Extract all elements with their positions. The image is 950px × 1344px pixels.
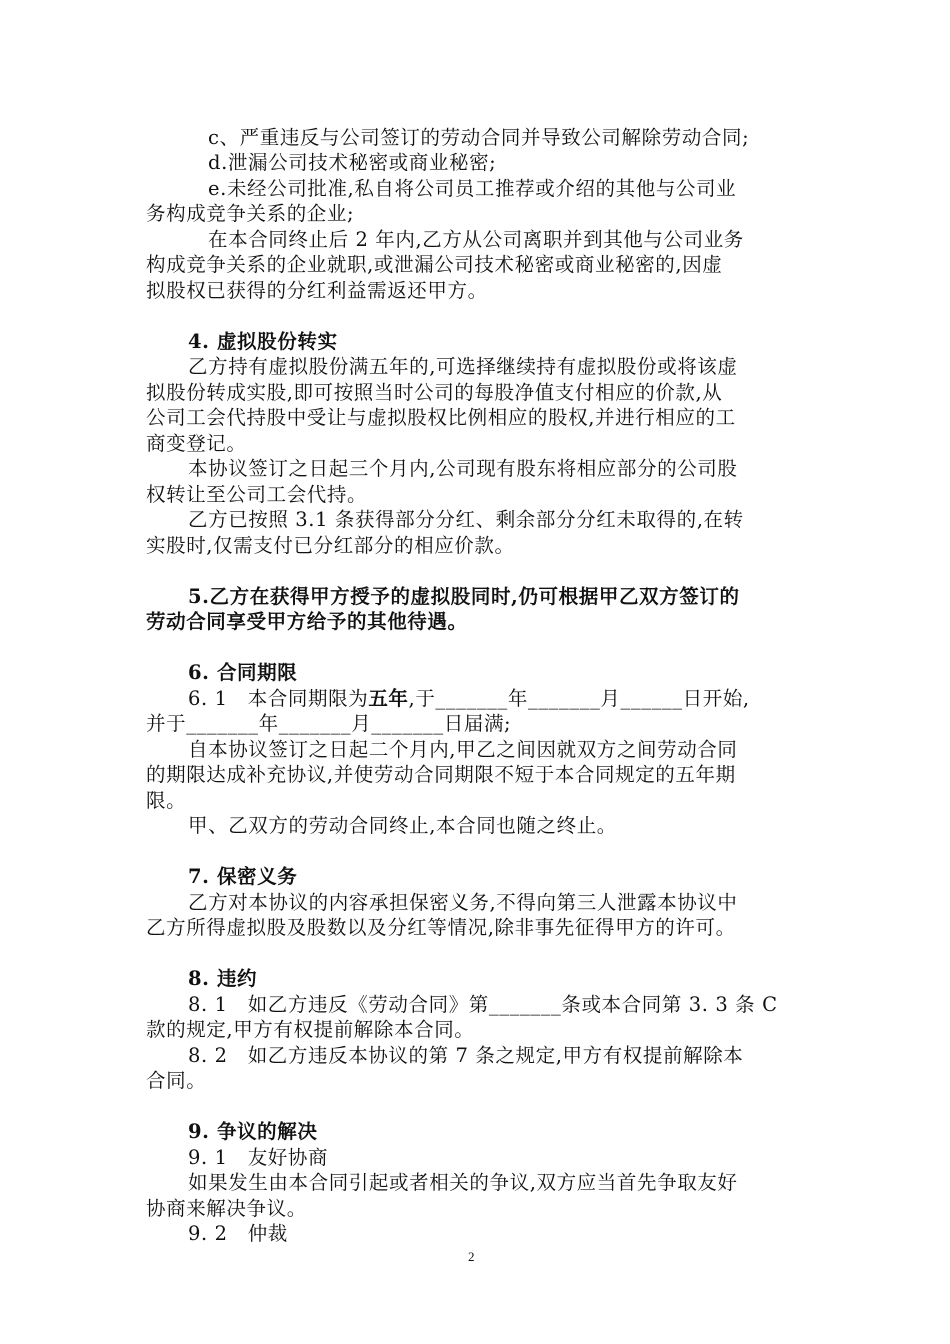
clause-6-1-line bbox=[188, 687, 848, 711]
section-5-line: 5.乙方在获得甲方授予的虚拟股同时,仍可根据甲乙双方签订的 bbox=[188, 585, 740, 608]
clause-d-line: d.泄漏公司技术秘密或商业秘密; bbox=[208, 151, 497, 174]
paragraph-line: 构成竞争关系的企业就职,或泄漏公司技术秘密或商业秘密的,因虚 bbox=[146, 253, 723, 276]
paragraph-line: 的期限达成补充协议,并使劳动合同期限不短于本合同规定的五年期 bbox=[146, 763, 736, 786]
term-duration: 五年 bbox=[368, 687, 409, 710]
paragraph-line: 款的规定,甲方有权提前解除本合同。 bbox=[146, 1018, 475, 1041]
paragraph-line: 如果发生由本合同引起或者相关的争议,双方应当首先争取友好 bbox=[188, 1171, 738, 1194]
paragraph-line: 限。 bbox=[146, 789, 187, 812]
paragraph-line: 权转让至公司工会代持。 bbox=[146, 483, 368, 506]
page-number: 2 bbox=[468, 1249, 475, 1264]
section-heading-6: 6. 合同期限 bbox=[188, 661, 298, 684]
paragraph-line: 乙方持有虚拟股份满五年的,可选择继续持有虚拟股份或将该虚 bbox=[188, 355, 738, 378]
section-5-line-cont: 劳动合同享受甲方给予的其他待遇。 bbox=[146, 610, 468, 633]
section-heading-8: 8. 违约 bbox=[188, 967, 258, 990]
section-heading-4: 4. 虚拟股份转实 bbox=[188, 330, 338, 353]
clause-8-2-line: 8. 2 如乙方违反本协议的第 7 条之规定,甲方有权提前解除本 bbox=[188, 1044, 744, 1067]
paragraph-line: 商变登记。 bbox=[146, 432, 247, 455]
clause-9-1-line: 9. 1 友好协商 bbox=[188, 1146, 329, 1169]
clause-6-1-prefix: 6. 1 本合同期限为 bbox=[188, 687, 369, 710]
clause-e-line-cont: 务构成竞争关系的企业; bbox=[146, 202, 355, 225]
paragraph-line: 自本协议签订之日起二个月内,甲乙之间因就双方之间劳动合同 bbox=[188, 738, 738, 761]
clause-e-line: e.未经公司批准,私自将公司员工推荐或介绍的其他与公司业 bbox=[208, 177, 737, 200]
paragraph-line: 乙方对本协议的内容承担保密义务,不得向第三人泄露本协议中 bbox=[188, 891, 738, 914]
paragraph-line: 合同。 bbox=[146, 1069, 207, 1092]
paragraph-line: 并于_______年_______月_______日届满; bbox=[146, 712, 512, 735]
paragraph-line: 拟股权已获得的分红利益需返还甲方。 bbox=[146, 279, 488, 302]
clause-c-line: c、严重违反与公司签订的劳动合同并导致公司解除劳动合同; bbox=[208, 126, 750, 149]
clause-9-2-line: 9. 2 仲裁 bbox=[188, 1222, 288, 1245]
section-heading-7: 7. 保密义务 bbox=[188, 865, 298, 888]
paragraph-line: 公司工会代持股中受让与虚拟股权比例相应的股权,并进行相应的工 bbox=[146, 406, 736, 429]
clause-6-1-suffix: ,于_______年_______月______日开始, bbox=[408, 687, 750, 710]
paragraph-line: 甲、乙双方的劳动合同终止,本合同也随之终止。 bbox=[188, 814, 617, 837]
section-heading-9: 9. 争议的解决 bbox=[188, 1120, 318, 1143]
paragraph-line: 本协议签订之日起三个月内,公司现有股东将相应部分的公司股 bbox=[188, 457, 738, 480]
paragraph-line: 乙方所得虚拟股及股数以及分红等情况,除非事先征得甲方的许可。 bbox=[146, 916, 736, 939]
paragraph-line: 在本合同终止后 2 年内,乙方从公司离职并到其他与公司业务 bbox=[208, 228, 744, 251]
paragraph-line: 协商来解决争议。 bbox=[146, 1197, 307, 1220]
paragraph-line: 乙方已按照 3.1 条获得部分分红、剩余部分分红未取得的,在转 bbox=[188, 508, 744, 531]
paragraph-line: 拟股份转成实股,即可按照当时公司的每股净值支付相应的价款,从 bbox=[146, 381, 723, 404]
clause-8-1-line: 8. 1 如乙方违反《劳动合同》第_______条或本合同第 3. 3 条 C bbox=[188, 993, 778, 1016]
paragraph-line: 实股时,仅需支付已分红部分的相应价款。 bbox=[146, 534, 515, 557]
